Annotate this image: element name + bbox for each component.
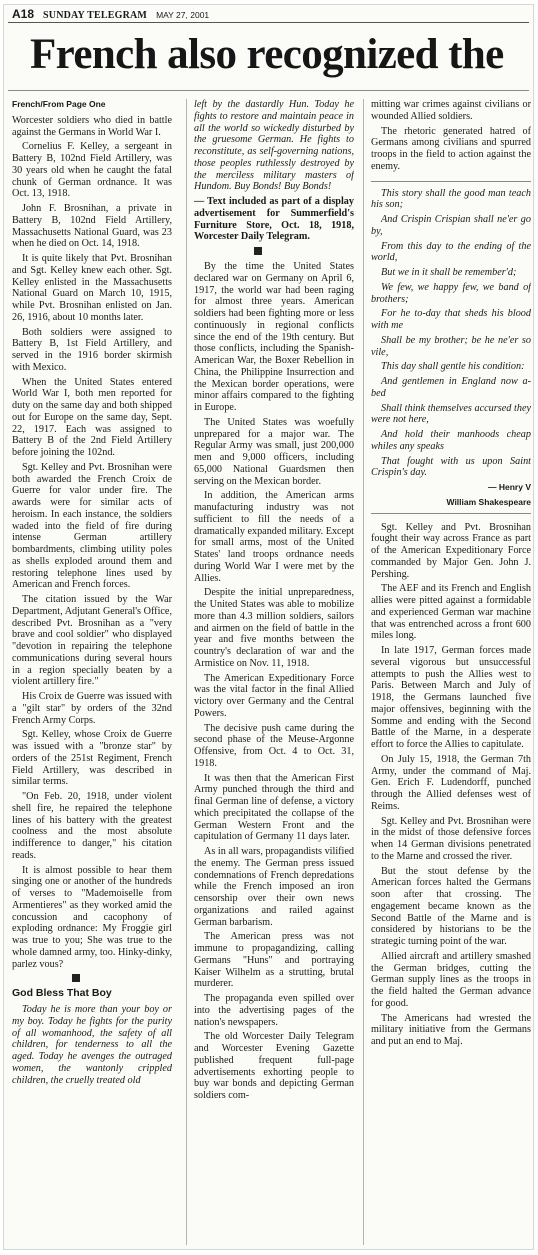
paragraph: Both soldiers were assigned to Battery B, 1st Field Artillery, and served in the 1916 border skirmish with Mexico. [12, 326, 172, 373]
newspaper-clipping [3, 4, 534, 1250]
section-end-mark [72, 974, 80, 982]
poem-line: This day shall gentle his condition: [381, 361, 525, 373]
poem-line: That fought with us upon Saint Crispin's day. [371, 455, 531, 479]
paragraph: mitting war crimes against civilians or wounded Allied soldiers. [371, 99, 531, 122]
section-end-mark [254, 247, 262, 255]
poem-line: And Crispin Crispian shall ne'er go by, [371, 214, 531, 237]
page-number: A18 [12, 7, 35, 21]
masthead-rule [8, 22, 529, 23]
paragraph: Despite the initial unpreparedness, the United States was able to mobilize more than 4.3 million soldiers, sailors and airmen on the field of battle in the year and five months between the country's declaration of war and the Armistice on Nov. 11, 1918. [194, 587, 354, 669]
paragraph: left by the dastardly Hun. Today he fights to restore and maintain peace in all the world so wickedly disturbed by the gruesome German. He fights to reconstitute, as self-governing nations, those peoples ruthlessly destroyed by the merciless military masters of Hundom. Buy Bonds! Buy Bonds! [194, 99, 354, 193]
paragraph: As in all wars, propagandists vilified the enemy. The German press issued condemnations of French depredations while the French imposed an iron censorship over their own news organizations and railed against German barbarism. [194, 846, 354, 928]
newspaper-name: SUNDAY TELEGRAM [43, 10, 148, 21]
paragraph: When the United States entered World War I, both men reported for duty on the same day and both shipped out for Europe on the same day, Sept. 22, 1917. Each was assigned to Battery B of the 2nd Field Artillery before joining the 102nd. [12, 376, 172, 458]
paragraph: His Croix de Guerre was issued with a "gilt star" by orders of the 32nd French Army Corps. [12, 691, 172, 726]
poem-line: But we in it shall be remember'd; [381, 267, 517, 278]
poem-line: Shall think themselves accursed they were not here, [371, 402, 531, 426]
paragraph: The rhetoric generated hatred of Germans among civilians and spurred troops in the field to action against the enemy. [371, 125, 531, 172]
paragraph: The AEF and its French and English allies were pitted against a formidable and experienced German war machine that was entrenched across a front 600 miles long. [371, 583, 531, 642]
paragraph: John F. Brosnihan, a private in Battery B, 102nd Field Artillery, Massachusetts National Guard, was 23 when he died on Oct. 14, 1918. [12, 203, 172, 250]
article-column-3 [371, 99, 531, 1245]
paragraph: On July 15, 1918, the German 7th Army, under the command of Maj. Gen. Erich F. Ludendorff, punched through the Allied defenses west of Reims. [371, 753, 531, 812]
paragraph: Cornelius F. Kelley, a sergeant in Battery B, 102nd Field Artillery, was 30 years old when he caught the fatal chunk of German ordnance. It was Oct. 13, 1918. [12, 141, 172, 200]
poem-line: Shall be my brother; be he ne'er so vile, [371, 334, 531, 358]
poem-author: William Shakespeare [446, 496, 531, 507]
paragraph: But the stout defense by the American forces halted the Germans soon after that crossing. The engagement became known as the Second Battle of the Marne and is considered by historians to be the strategic turning point of the war. [371, 865, 531, 947]
poem-line: We few, we happy few, we band of brothers; [371, 281, 531, 305]
article-column-1 [12, 99, 172, 1245]
paragraph: Sgt. Kelley, whose Croix de Guerre was issued with a "bronze star" by orders of the 251st Regiment, French Field Artillery, was described in similar terms. [12, 729, 172, 788]
paragraph: The citation issued by the War Department, Adjutant General's Office, described Pvt. Brosnihan as a "very brave and cool soldier" who displayed "devotion in repairing the telephone communications during several hours in a region specially beaten by a violent artillery fire." [12, 594, 172, 688]
paragraph: In late 1917, German forces made several vigorous but unsuccessful attempts to push the Allies west to Paris. Between March and July of 1918, the Germans launched five major offensives, beginning with the Somme and ending with the Second Battle of the Marne, in a desperate effort to force the Allies to capitulate. [371, 645, 531, 750]
masthead [12, 7, 522, 21]
paragraph: "On Feb. 20, 1918, under violent shell fire, he repaired the telephone lines of his battery with the greatest coolness and the most absolute indifference to danger," his citation reads. [12, 791, 172, 861]
paragraph: The old Worcester Daily Telegram and Worcester Evening Gazette published frequent full-page advertisements exhorting people to buy war bonds and depicting German soldiers com- [194, 1031, 354, 1101]
paragraph: The propaganda even spilled over into the advertising pages of the nation's newspapers. [194, 993, 354, 1028]
poem-line: This story shall the good man teach his son; [371, 187, 531, 211]
paragraph: The American press was not immune to propagandizing, calling Germans "Huns" and portraying Kaiser Wilhelm as a strutting, brutal murderer. [194, 931, 354, 990]
paragraph: Worcester soldiers who died in battle against the Germans in World War I. [12, 114, 172, 138]
poem-attribution: — Henry V [488, 482, 531, 492]
paragraph: It is quite likely that Pvt. Brosnihan and Sgt. Kelley knew each other. Sgt. Kelley enlisted in the Massachusetts National Guard on March 10, 1915, while Pvt. Brosnihan enlisted on Jan. 26, 1916, about 10 months later. [12, 253, 172, 323]
jump-line: French/From Page One [12, 99, 106, 109]
paragraph: The American Expeditionary Force was the vital factor in the final Allied victory over Germany and the Central Powers. [194, 672, 354, 719]
paragraph: It was then that the American First Army punched through the third and final German line of defense, a victory which precipitated the collapse of the German Western Front and the capitulation of Germany 11 days later. [194, 772, 354, 843]
poem-quote [371, 181, 531, 514]
paragraph: Sgt. Kelley and Pvt. Brosnihan were both awarded the French Croix de Guerre for valor under fire. The awards were for similar acts of heroism. In each instance, the soldiers waded into the field of fire during intense German artillery bombardments, climbing utility poles as shells exploded around them and restoring telephone lines used by American and French forces. [12, 461, 172, 591]
paragraph: It is almost possible to hear them singing one or another of the hundreds of verses to "Mademoiselle from Armentieres" as they worked amid the concussion and cacophony of exploding ordnance: My Froggie girl was true to you; She was true to the whole damned army, too. Hinky-dinky, parlez vous? [12, 864, 172, 970]
paragraph: The decisive push came during the second phase of the Meuse-Argonne Offensive, from Oct. 4 to Oct. 31, 1918. [194, 722, 354, 769]
paragraph: In addition, the American arms manufacturing industry was not sufficient to fill the needs of a dramatically expanded military. Except for small arms, most of the United States' land troops ordnance needs during World War I were met by the Allies. [194, 490, 354, 584]
paragraph: Allied aircraft and artillery smashed the German bridges, cutting the German supply lines as the troops in the field halted the German advance for good. [371, 950, 531, 1009]
poem-line: And hold their manhoods cheap whiles any speaks [371, 429, 531, 452]
paragraph: The United States was woefully unprepared for a major war. The Regular Army was small, just 200,000 men and 9,000 officers, including 65,000 National Guardsmen then serving on the Mexican border. [194, 416, 354, 487]
paragraph: Sgt. Kelley and Pvt. Brosnihan fought their way across France as part of the American Expeditionary Force commanded by Major Gen. John J. Pershing. [371, 521, 531, 580]
paragraph: Sgt. Kelley and Pvt. Brosnihan were in the midst of those defensive forces when 14 German divisions penetrated to the Marne and crossed the river. [371, 815, 531, 862]
article-column-2 [194, 99, 354, 1245]
source-note: — Text included as part of a display advertisement for Summerfield's Furniture Store, Oct. 18, 1918, Worcester Daily Telegram. [194, 196, 354, 243]
issue-date: MAY 27, 2001 [156, 10, 210, 20]
subhead: God Bless That Boy [12, 987, 112, 1000]
poem-line: From this day to the ending of the world, [371, 240, 531, 264]
headline: French also recognized the [30, 31, 504, 78]
column-divider [186, 99, 187, 1245]
poem-line: And gentlemen in England now a-bed [371, 376, 531, 399]
headline-rule [8, 90, 529, 91]
paragraph: Today he is more than your boy or my boy. Today he fights for the purity of all womanhood, the safety of all children, for tenderness to all the aged. Today he avenges the outraged women, the wantonly crippled children, the cruelly treated old [12, 1004, 172, 1086]
column-divider [363, 99, 364, 1245]
poem-line: For he to-day that sheds his blood with me [371, 308, 531, 331]
paragraph: By the time the United States declared war on Germany on April 6, 1917, the world war had been raging for almost three years. American soldiers had been fighting more or less continuously in regional conflicts since the end of the 19th century. But those conflicts, including the Spanish-American War, the Boxer Rebellion in China, the Philippine Insurrection and the Mexican border operations, were minor affairs compared to the fighting in Europe. [194, 261, 354, 413]
paragraph: The Americans had wrested the military initiative from the Germans and put an end to Maj. [371, 1012, 531, 1047]
